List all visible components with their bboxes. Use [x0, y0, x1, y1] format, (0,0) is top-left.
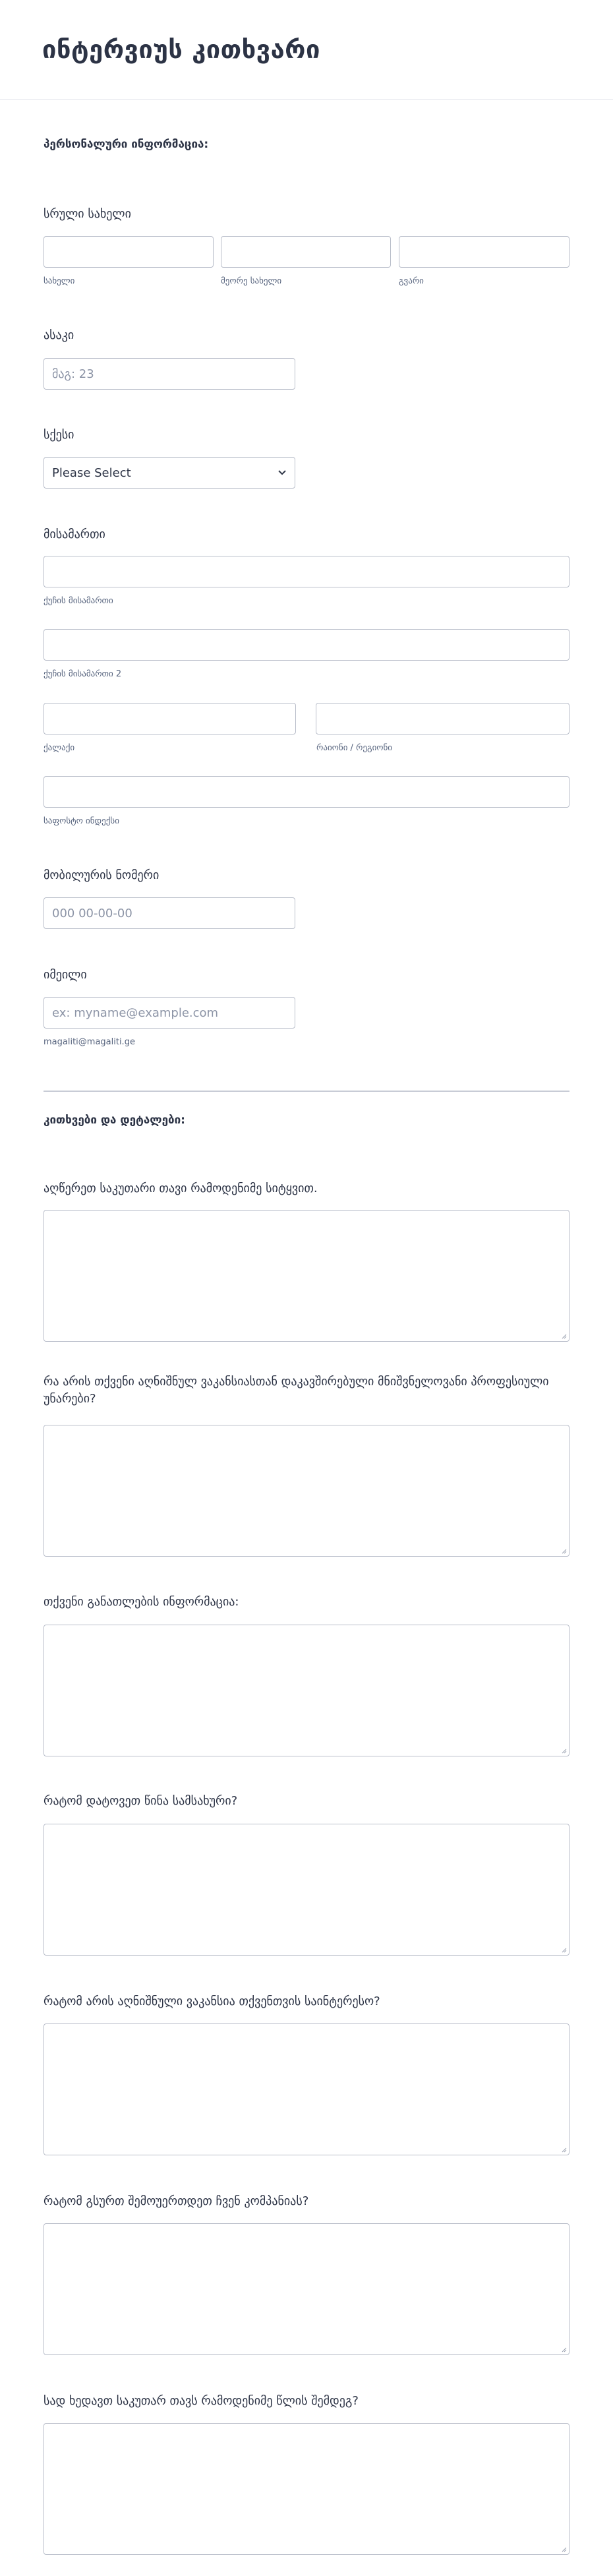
age-input[interactable] [44, 358, 295, 390]
street-address-2-input[interactable] [44, 629, 569, 661]
last-name-sublabel: გვარი [399, 276, 424, 286]
street-address-input[interactable] [44, 556, 569, 587]
question-label: აღწერეთ საკუთარი თავი რამოდენიმე სიტყვით. [44, 1182, 318, 1195]
middle-name-sublabel: მეორე სახელი [221, 276, 282, 286]
question-label: სად ხედავთ საკუთარ თავს რამოდენიმე წლის შემდეგ? [44, 2394, 359, 2408]
middle-name-input[interactable] [221, 236, 391, 268]
question-textarea[interactable] [44, 2023, 569, 2155]
resize-grip-icon[interactable] [560, 1547, 567, 1554]
phone-input[interactable] [44, 897, 295, 929]
phone-placeholder: 000 00-00-00 [52, 906, 132, 920]
age-placeholder: მაგ: 23 [52, 367, 94, 381]
question-label: რატომ არის აღნიშნული ვაკანსია თქვენთვის საინტერესო? [44, 1994, 380, 2008]
gender-label: სქესი [44, 428, 74, 442]
city-sublabel: ქალაქი [44, 743, 75, 753]
email-hint: magaliti@magaliti.ge [44, 1037, 135, 1047]
form-header [0, 0, 613, 100]
resize-grip-icon[interactable] [560, 2146, 567, 2153]
resize-grip-icon[interactable] [560, 2546, 567, 2552]
chevron-down-icon [277, 469, 287, 476]
question-textarea[interactable] [44, 1824, 569, 1956]
question-label: თქვენი განათლების ინფორმაცია: [44, 1595, 239, 1609]
email-input[interactable] [44, 997, 295, 1029]
question-label: რატომ გსურთ შემოუერთდეთ ჩვენ კომპანიას? [44, 2194, 309, 2208]
phone-label: მობილურის ნომერი [44, 868, 160, 882]
first-name-input[interactable] [44, 236, 214, 268]
postal-code-sublabel: საფოსტო ინდექსი [44, 816, 119, 826]
resize-grip-icon[interactable] [560, 1946, 567, 1953]
form-title: ინტერვიუს კითხვარი [42, 35, 320, 64]
gender-select[interactable] [44, 457, 295, 489]
region-input[interactable] [316, 703, 569, 734]
section-divider [44, 1091, 569, 1092]
questions-section-heading: კითხვები და დეტალები: [44, 1114, 185, 1127]
street-address-2-sublabel: ქუჩის მისამართი 2 [44, 669, 122, 679]
email-placeholder: ex: myname@example.com [52, 1005, 219, 1020]
postal-code-input[interactable] [44, 776, 569, 808]
first-name-sublabel: სახელი [44, 276, 75, 286]
resize-grip-icon[interactable] [560, 1333, 567, 1339]
question-textarea[interactable] [44, 1210, 569, 1342]
age-label: ასაკი [44, 328, 74, 342]
email-label: იმეილი [44, 968, 87, 982]
address-label: მისამართი [44, 527, 105, 541]
gender-selected-value: Please Select [52, 465, 131, 480]
city-input[interactable] [44, 703, 296, 734]
question-textarea[interactable] [44, 2423, 569, 2555]
region-sublabel: რაიონი / რეგიონი [316, 743, 393, 753]
last-name-input[interactable] [399, 236, 569, 268]
personal-section-heading: პერსონალური ინფორმაცია: [44, 138, 209, 151]
question-textarea[interactable] [44, 1625, 569, 1756]
question-textarea[interactable] [44, 2223, 569, 2355]
resize-grip-icon[interactable] [560, 2346, 567, 2352]
question-label: რატომ დატოვეთ წინა სამსახური? [44, 1794, 238, 1808]
resize-grip-icon[interactable] [560, 1747, 567, 1754]
full-name-label: სრული სახელი [44, 207, 131, 221]
question-textarea[interactable] [44, 1425, 569, 1557]
street-address-sublabel: ქუჩის მისამართი [44, 596, 113, 606]
question-label: რა არის თქვენი აღნიშნულ ვაკანსიასთან დაკავშირებული მნიშვნელოვანი პროფესიული უნარები? [44, 1375, 549, 1406]
